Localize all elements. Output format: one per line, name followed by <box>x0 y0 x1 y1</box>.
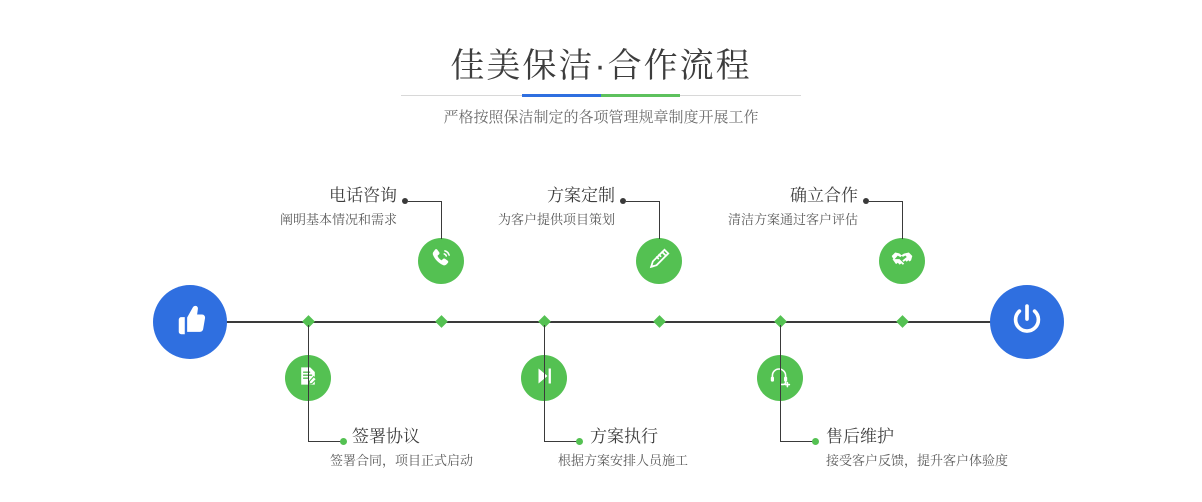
step-label-2 <box>330 426 474 471</box>
step-node-5 <box>879 238 925 284</box>
step-desc-2: 签署合同，项目正式启动 <box>330 453 474 468</box>
step-desc-1: 阐明基本情况和需求 <box>279 212 397 227</box>
step-label-3 <box>460 185 615 230</box>
pen-ruler-icon <box>647 246 672 276</box>
connector-endpoint-2 <box>340 438 347 445</box>
step-title-6: 售后维护 <box>826 427 894 446</box>
divider-accent-green <box>601 94 680 97</box>
connector-5-horizontal <box>869 201 903 202</box>
title-divider <box>0 94 1202 98</box>
connector-3-horizontal <box>626 201 660 202</box>
step-node-1 <box>418 238 464 284</box>
step-title-2: 签署协议 <box>352 427 420 446</box>
connector-6-horizontal <box>780 441 814 442</box>
connector-6-vertical <box>780 325 781 441</box>
connector-1-vertical <box>441 201 442 239</box>
page-subtitle: 严格按照保洁制定的各项管理规章制度开展工作 <box>443 109 759 126</box>
step-desc-6: 接受客户反馈，提升客户体验度 <box>826 453 1009 468</box>
timeline-start-badge <box>153 285 227 359</box>
connector-endpoint-3 <box>620 198 626 204</box>
step-title-3: 方案定制 <box>547 186 615 205</box>
phone-call-icon <box>428 246 454 277</box>
connector-endpoint-5 <box>863 198 869 204</box>
step-label-5 <box>703 185 858 230</box>
step-label-4 <box>558 426 689 471</box>
step-desc-4: 根据方案安排人员施工 <box>558 453 689 468</box>
connector-endpoint-4 <box>576 438 583 445</box>
page-title: 佳美保洁·合作流程 <box>450 47 752 85</box>
connector-2-horizontal <box>308 441 342 442</box>
connector-endpoint-1 <box>402 198 408 204</box>
step-desc-5: 清洁方案通过客户评估 <box>727 212 858 227</box>
step-title-1: 电话咨询 <box>329 186 397 205</box>
timeline-end-badge <box>990 285 1064 359</box>
connector-4-horizontal <box>544 441 578 442</box>
step-title-5: 确立合作 <box>790 186 858 205</box>
axis-marker-3 <box>653 315 666 328</box>
connector-5-vertical <box>902 201 903 239</box>
step-node-3 <box>636 238 682 284</box>
step-label-6 <box>826 426 1008 471</box>
connector-1-horizontal <box>408 201 442 202</box>
connector-2-vertical <box>308 325 309 441</box>
step-label-1 <box>251 185 397 230</box>
power-icon <box>1008 301 1046 344</box>
divider-accent-blue <box>522 94 601 97</box>
thumbs-up-icon <box>171 301 209 344</box>
connector-endpoint-6 <box>812 438 819 445</box>
connector-4-vertical <box>544 325 545 441</box>
step-title-4: 方案执行 <box>590 427 658 446</box>
axis-marker-1 <box>435 315 448 328</box>
handshake-icon <box>889 246 915 277</box>
connector-3-vertical <box>659 201 660 239</box>
axis-marker-5 <box>896 315 909 328</box>
step-desc-3: 为客户提供项目策划 <box>497 212 615 227</box>
